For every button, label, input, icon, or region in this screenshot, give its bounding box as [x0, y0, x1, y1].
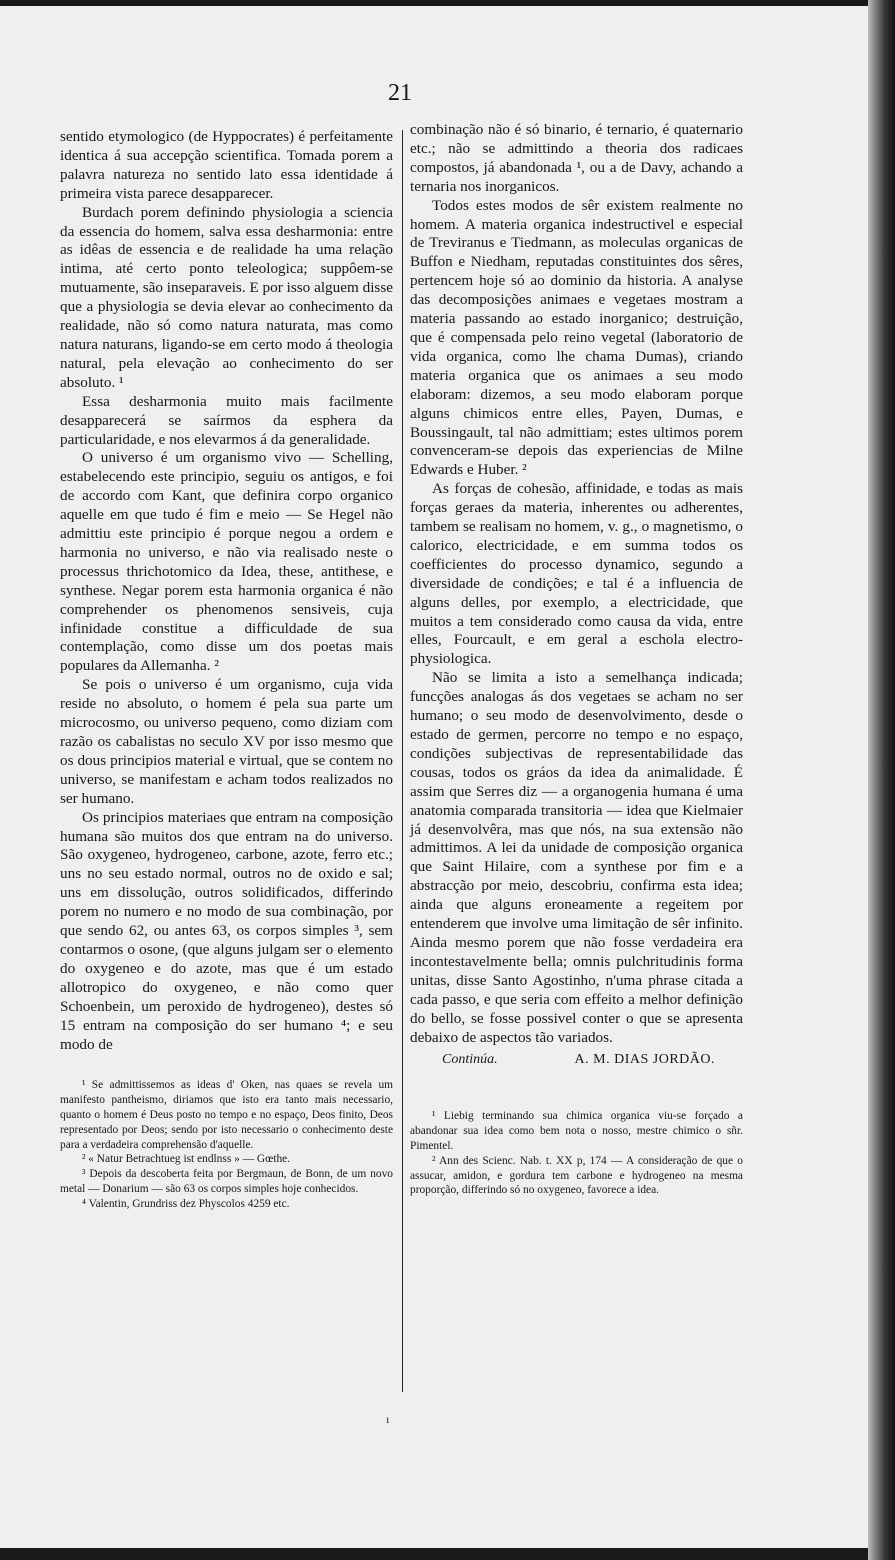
bottom-mark: ı — [386, 1412, 390, 1426]
footnote: ² Ann des Scienc. Nab. t. XX p, 174 — A consideração de que o assucar, amidon, e gordura tem carbone e hydrogeneo na mesma proporção, differindo só no oxygeneo, favorece a idea. — [410, 1154, 743, 1197]
continua-label: Continúa. — [442, 1052, 498, 1068]
right-column — [410, 121, 743, 1198]
footnote: ² « Natur Betrachtueg ist endlnss » — Gœthe. — [82, 1153, 291, 1166]
paragraph: Burdach porem definindo physiologia a sciencia da essencia do homem, salva essa desharmonia: entre as idêas de essencia e de realidade ha uma relação intima, até certo ponto teleologica; suppôem-se mutuamente, são inseparaveis. E por isso alguem disse que a physiologia se devia elevar ao conhecimento da realidade, não só como natura naturata, mas como natura naturans, ligando-se em certo modo á theologia natural, pela elevação ao conhecimento do ser absoluto. ¹ — [60, 203, 393, 391]
column-divider — [402, 130, 403, 1392]
footnote: ³ Depois da descoberta feita por Bergmaun, de Bonn, de um novo metal — Donarium — são 63 os corpos simples hoje conhecidos. — [60, 1168, 393, 1195]
page-number: 21 — [388, 80, 412, 106]
footnote: ¹ Se admittissemos as ideas d' Oken, nas quaes se revela um manifesto pantheismo, diriamos que isto era tanto mais necessario, quanto o homem é Deus posto no tempo e no espaço, Deos finito, Deos representado por Deos; sendo por isto necessario o conhecimento deste para a verdadeira comprehensão d'aquelle. — [60, 1079, 393, 1151]
paragraph: Os principios materiaes que entram na composição humana são muitos dos que entram na do universo. São oxygeneo, hydrogeneo, carbone, azote, ferro etc.; uns no seu estado normal, outros no de oxido e sal; uns em dissolução, outros solidificados, differindo porem no numero e no modo de sua combinação, por que sendo 62, ou antes 63, os corpos simples ³, sem contarmos o osone, (que alguns julgam ser o elemento do oxygeneo e do azote, mas que é um estado allotropico do oxygeneo, e não como quer Schoenbein, um peroxido de hydrogeneo), destes só 15 entram na composição do ser humano ⁴; e seu modo de — [60, 808, 393, 1053]
page-edge-shadow — [868, 0, 895, 1560]
paragraph: Essa desharmonia muito mais facilmente desapparecerá se saírmos da esphera da particularidade, e nos elevarmos á da generalidade. — [60, 392, 393, 448]
paragraph: Se pois o universo é um organismo, cuja vida reside no absoluto, o homem é pela sua parte um microcosmo, ou universo pequeno, como diziam com razão os cabalistas no seculo XV por isso mesmo que os dous principios material e virtual, que se contem no universo, se manifestam e acham todos realizados no ser humano. — [60, 676, 393, 807]
right-body — [410, 121, 743, 1047]
footnote: ⁴ Valentin, Grundriss dez Physcolos 4259 etc. — [82, 1197, 290, 1210]
paragraph: Todos estes modos de sêr existem realmente no homem. A materia organica indestructivel e especial de Treviranus e Tiedmann, as moleculas organicas de Buffon e Niedham, reputadas constituintes dos sêres, pertencem hoje só ao dominio da historia. A analyse das decomposições animaes e vegetaes mostram a materia passando ao estado inorganico; destruição, que é compensada pelo reino vegetal (laboratorio de vida organica, como lhe chama Dumas), criando materia organica que os animaes a seu modo elaboram: dizemos, a seu modo elaboram porque alguns chimicos entre elles, Payen, Dumas, e Boussingault, tal não admittiam; estes ultimos porem convenceram-se depois das experiencias de Milne Edwards e Huber. ² — [410, 196, 743, 479]
left-body — [60, 128, 393, 1054]
footnote: ¹ Liebig terminando sua chimica organica viu-se forçado a abandonar sua idea como bem nota o nosso, mestre chimico o sñr. Pimentel. — [410, 1110, 743, 1152]
right-footnotes — [410, 1109, 743, 1198]
paragraph: Não se limita a isto a semelhança indicada; funcções analogas ás dos vegetaes se acham no ser humano; o seu modo de desenvolvimento, desde o estado de germen, percorre no tempo e no espaço, condições subjectivas de representabilidade das cousas, todos os gráos da idea da animalidade. É assim que Serres diz — a organogenia humana é uma anatomia comparada transitoria — idea que Kielmaier já desenvolvêra, mas que nós, na sua extensão não admittimos. A lei da unidade de composição organica que Saint Hilaire, com a synthese por fim e a abstracção por meio, descobriu, confirma esta idea; ainda que alguns eroneamente a regeitem por entenderem que involve uma limitação de sêr infinito. Ainda mesmo porem que não fosse verdadeira era incontestavelmente bella; omnis pulchritudinis forma unitas, disse Santo Agostinho, n'uma phrase citada a cada passo, e que seria com effeito a melhor definição do bello, se fosse possivel conter o que se apresenta debaixo de aspectos tão variados. — [410, 669, 743, 1046]
paragraph: As forças de cohesão, affinidade, e todas as mais forças geraes da materia, inherentes ou adherentes, tambem se realisam no homem, v. g., o magnetismo, o calorico, electricidade, e em summa todos os coefficientes do processo dynamico, segundo a diversidade de condições; e tal é a influencia de alguns delles, por exemplo, a electricidade, que muitos a tem considerado como causa da vida, entre elles, Fourcault, e em geral a eschola electro-physiologica. — [410, 480, 743, 668]
author-name: A. M. DIAS JORDÃO. — [574, 1052, 715, 1068]
left-footnotes — [60, 1078, 393, 1211]
paragraph: combinação não é só binario, é ternario, é quaternario etc.; não se admittindo a theoria dos radicaes compostos, já abandonada ¹, ou a de Davy, achando a ternaria nos inorganicos. — [410, 121, 743, 195]
paragraph: O universo é um organismo vivo — Schelling, estabelecendo este principio, seguiu os antigos, e foi de accordo com Kant, que definira corpo organico aquelle em que tudo é fim e meio — Se Hegel não admittiu este principio é porque negou a ordem e harmonia no universo, e não via realisado neste o processus thrichotomico da Idea, these, antithese, e synthese. Negar porem esta harmonia organica é não comprehender os phenomenos sensiveis, cuja infinidade constitue a difficuldade de sua contemplação, como disse um dos poetas mais populares da Allemanha. ² — [60, 449, 393, 675]
paragraph: sentido etymologico (de Hyppocrates) é perfeitamente identica á sua accepção scientifica. Tomada porem a palavra natureza no sentido lato essa identidade á primeira vista parece desapparecer. — [60, 128, 393, 202]
left-column — [60, 128, 393, 1212]
signature-line — [410, 1050, 743, 1069]
